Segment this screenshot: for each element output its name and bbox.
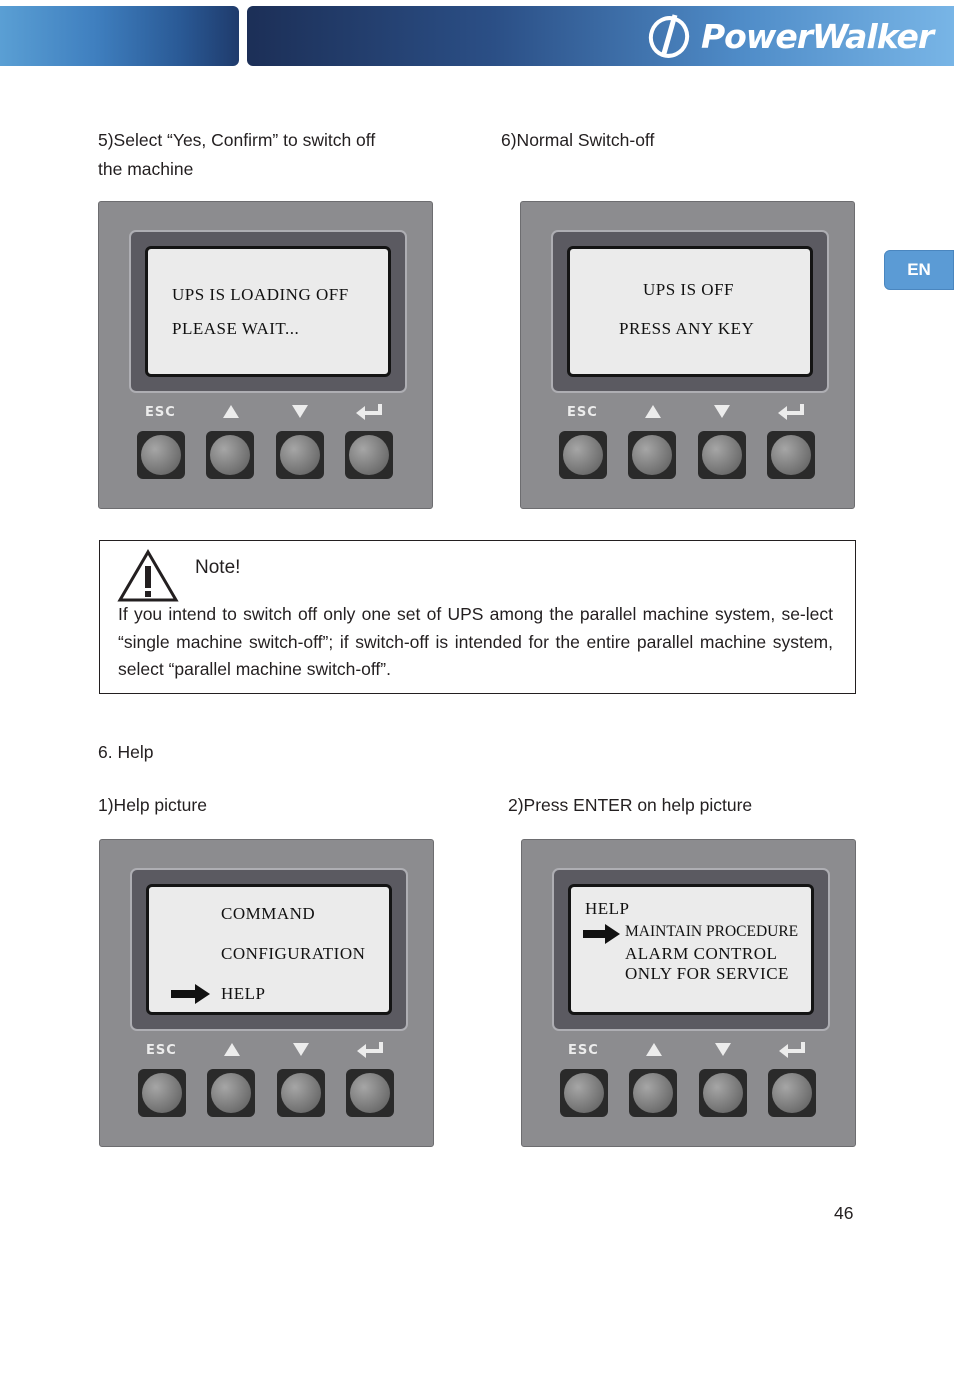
ups-panel-help-submenu xyxy=(521,839,856,1147)
esc-label: ESC xyxy=(145,405,176,420)
enter-button[interactable] xyxy=(767,431,815,479)
ups-panel-off xyxy=(520,201,855,509)
lcd-bezel xyxy=(551,230,829,393)
up-button[interactable] xyxy=(629,1069,677,1117)
lcd-bezel xyxy=(552,868,830,1031)
enter-button[interactable] xyxy=(768,1069,816,1117)
help1-title: 1)Help picture xyxy=(98,795,207,815)
lcd-line: COMMAND xyxy=(221,904,316,923)
lcd-screen xyxy=(146,884,392,1015)
down-button[interactable] xyxy=(698,431,746,479)
brand-logo xyxy=(645,12,933,60)
lcd-screen xyxy=(568,884,814,1015)
down-triangle-icon xyxy=(714,1040,732,1058)
note-box xyxy=(99,540,856,694)
step5-line1: 5)Select “Yes, Confirm” to switch off xyxy=(98,130,376,150)
lcd-line: HELP xyxy=(221,984,266,1003)
lcd-line: ONLY FOR SERVICE xyxy=(625,964,789,983)
ups-panel-help-menu xyxy=(99,839,434,1147)
ups-panel-loading-off xyxy=(98,201,433,509)
down-triangle-icon xyxy=(291,402,309,420)
language-tab-en[interactable]: EN xyxy=(884,250,954,290)
brand-name: PowerWalker xyxy=(701,16,934,56)
selection-arrow-icon xyxy=(171,984,211,1004)
step6-title: 6)Normal Switch-off xyxy=(501,130,655,150)
esc-button[interactable] xyxy=(138,1069,186,1117)
powerwalker-logo-icon xyxy=(645,13,695,59)
esc-label: ESC xyxy=(567,405,598,420)
step5-line2: the machine xyxy=(98,159,194,179)
enter-button[interactable] xyxy=(345,431,393,479)
header-left-bar xyxy=(0,6,239,66)
page-number: 46 xyxy=(834,1203,854,1223)
help-heading: 6. Help xyxy=(98,742,154,762)
help2-title: 2)Press ENTER on help picture xyxy=(508,795,753,815)
down-button[interactable] xyxy=(699,1069,747,1117)
lcd-line: HELP xyxy=(585,899,630,918)
lcd-line: PLEASE WAIT... xyxy=(172,319,300,338)
up-button[interactable] xyxy=(628,431,676,479)
enter-icon xyxy=(356,1040,386,1058)
up-triangle-icon xyxy=(222,402,240,420)
lcd-line: UPS IS LOADING OFF xyxy=(172,285,349,304)
esc-button[interactable] xyxy=(137,431,185,479)
lcd-bezel xyxy=(130,868,408,1031)
lcd-line: MAINTAIN PROCEDURE xyxy=(625,923,799,940)
down-triangle-icon xyxy=(292,1040,310,1058)
lcd-line: ALARM CONTROL xyxy=(625,944,778,963)
lcd-line: PRESS ANY KEY xyxy=(619,319,755,338)
note-title: Note! xyxy=(195,557,241,578)
up-triangle-icon xyxy=(223,1040,241,1058)
down-button[interactable] xyxy=(277,1069,325,1117)
enter-icon xyxy=(355,402,385,420)
enter-icon xyxy=(777,402,807,420)
esc-label: ESC xyxy=(568,1043,599,1058)
enter-button[interactable] xyxy=(346,1069,394,1117)
up-triangle-icon xyxy=(644,402,662,420)
lcd-line: CONFIGURATION xyxy=(221,944,366,963)
selection-arrow-icon xyxy=(583,924,621,944)
down-button[interactable] xyxy=(276,431,324,479)
down-triangle-icon xyxy=(713,402,731,420)
up-button[interactable] xyxy=(206,431,254,479)
lcd-screen xyxy=(145,246,391,377)
lcd-screen xyxy=(567,246,813,377)
up-button[interactable] xyxy=(207,1069,255,1117)
note-body: If you intend to switch off only one set of UPS among the parallel machine system, se-lect “single machine switch-off”; if switch-off is intended for the entire parallel machine system, select “parallel machine switch-off”. xyxy=(118,604,833,679)
warning-icon xyxy=(117,549,179,603)
esc-label: ESC xyxy=(146,1043,177,1058)
enter-icon xyxy=(778,1040,808,1058)
esc-button[interactable] xyxy=(559,431,607,479)
lcd-line: UPS IS OFF xyxy=(643,280,734,299)
up-triangle-icon xyxy=(645,1040,663,1058)
esc-button[interactable] xyxy=(560,1069,608,1117)
lcd-bezel xyxy=(129,230,407,393)
